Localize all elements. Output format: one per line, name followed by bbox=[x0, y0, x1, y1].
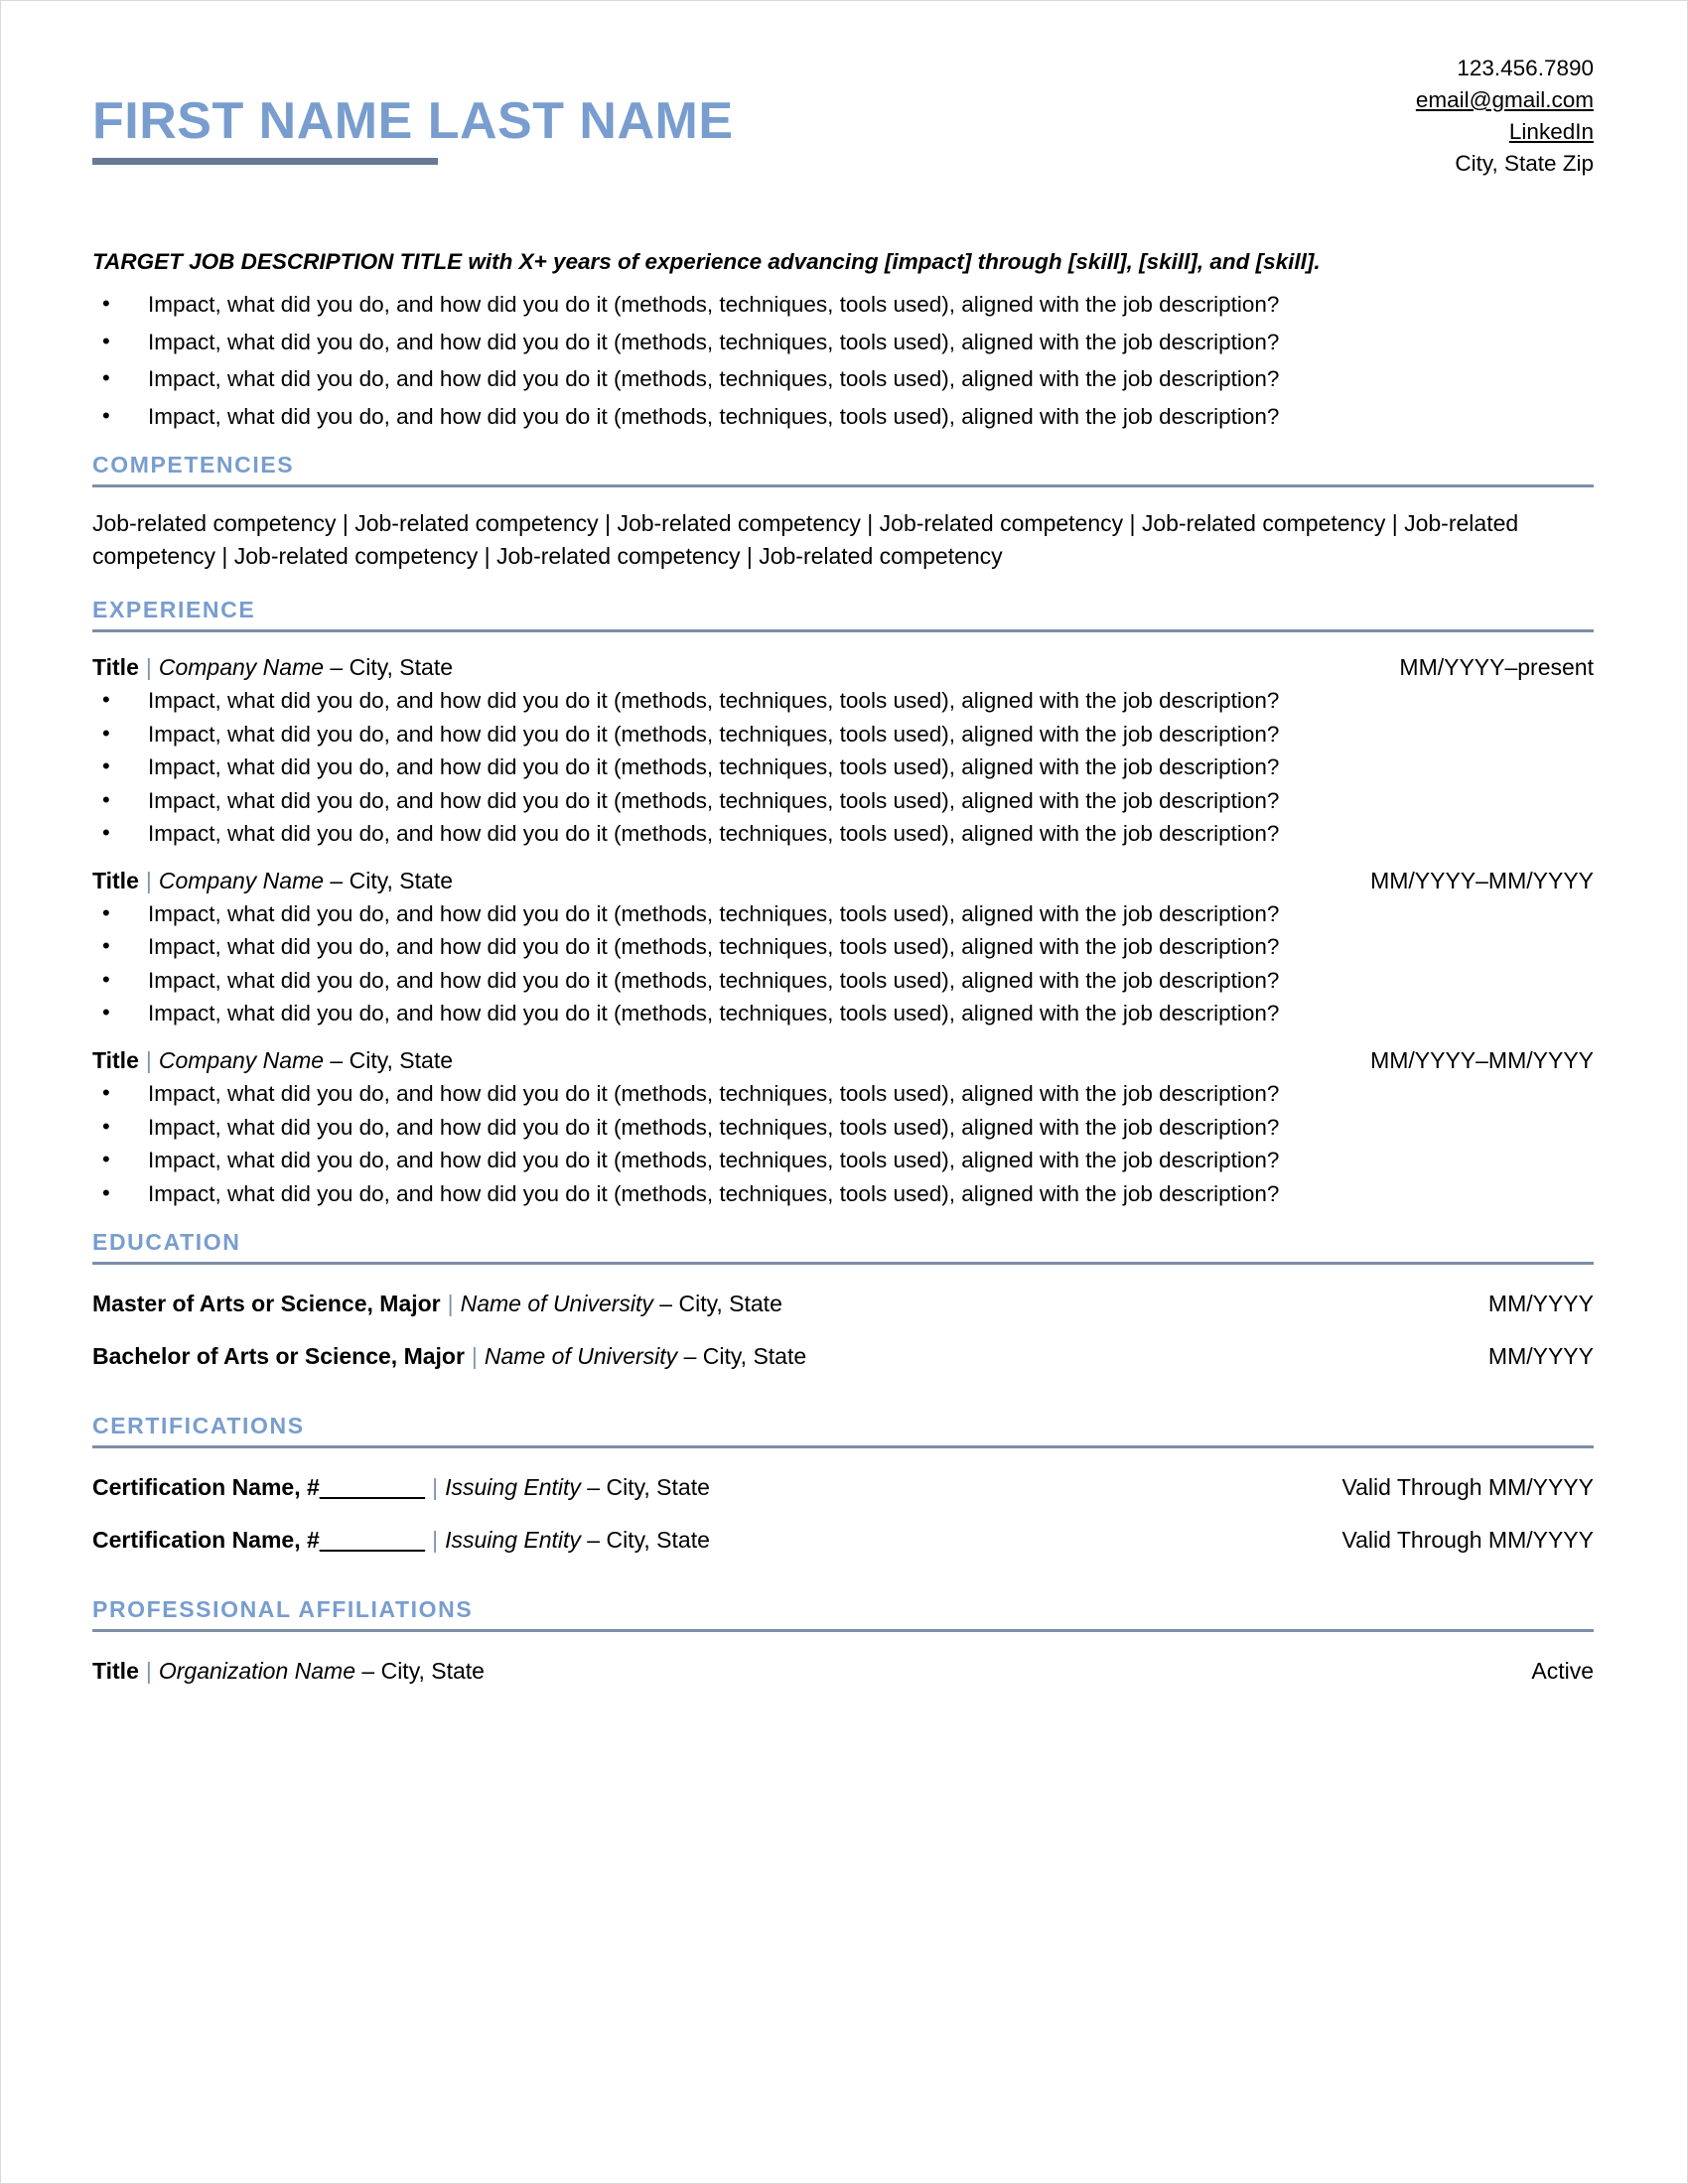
list-item: • Impact, what did you do, and how did you do it (methods, techniques, tools used), aligned with the job description? bbox=[92, 1003, 1594, 1025]
degree-name: Bachelor of Arts or Science, Major bbox=[92, 1342, 465, 1369]
job-location: – City, State bbox=[324, 867, 454, 893]
organization-location: – City, State bbox=[355, 1658, 485, 1685]
company-name: Company Name bbox=[158, 653, 325, 680]
experience-entry-header bbox=[92, 1047, 1594, 1073]
university-name: Name of University bbox=[484, 1342, 678, 1369]
separator-pipe: | bbox=[432, 1526, 439, 1553]
job-title: Title bbox=[92, 1046, 139, 1073]
separator-pipe: | bbox=[471, 1342, 478, 1369]
education-date: MM/YYYY bbox=[1487, 1342, 1594, 1369]
university-name: Name of University bbox=[460, 1291, 653, 1317]
certification-entry bbox=[92, 1527, 1594, 1553]
contact-block bbox=[1416, 53, 1594, 180]
page-title: FIRST NAME LAST NAME bbox=[92, 92, 734, 150]
job-dates: MM/YYYY–present bbox=[1399, 653, 1594, 680]
certification-number-blank: ________ bbox=[319, 1526, 426, 1553]
organization-name: Organization Name bbox=[158, 1658, 356, 1685]
issuer-location: – City, State bbox=[580, 1526, 710, 1553]
job-bullet-list bbox=[92, 900, 1594, 1026]
section-experience bbox=[92, 596, 1594, 1206]
list-item: • Impact, what did you do, and how did you do it (methods, techniques, tools used), aligned with the job description? bbox=[92, 970, 1594, 993]
list-item: • Impact, what did you do, and how did you do it (methods, techniques, tools used), aligned with the job description? bbox=[92, 724, 1594, 747]
list-item: • Impact, what did you do, and how did you do it (methods, techniques, tools used), aligned with the job description? bbox=[92, 936, 1594, 959]
education-entry bbox=[92, 1291, 1594, 1316]
list-item: • Impact, what did you do, and how did you do it (methods, techniques, tools used), aligned with the job description? bbox=[92, 690, 1594, 713]
experience-entry bbox=[92, 654, 1594, 846]
certification-validity: Valid Through MM/YYYY bbox=[1341, 1526, 1594, 1553]
issuing-entity: Issuing Entity bbox=[445, 1474, 581, 1501]
section-education bbox=[92, 1231, 1594, 1369]
section-heading-experience: EXPERIENCE bbox=[92, 596, 256, 622]
issuing-entity: Issuing Entity bbox=[445, 1526, 581, 1553]
section-heading-affiliations: PROFESSIONAL AFFILIATIONS bbox=[92, 1596, 474, 1623]
section-heading-certifications: CERTIFICATIONS bbox=[92, 1413, 305, 1439]
section-rule bbox=[92, 484, 1594, 487]
section-rule bbox=[92, 1629, 1594, 1632]
list-item: • Impact, what did you do, and how did you do it (methods, techniques, tools used), aligned with the job description? bbox=[92, 406, 1594, 429]
section-rule bbox=[92, 1262, 1594, 1265]
education-entry bbox=[92, 1343, 1594, 1369]
company-name: Company Name bbox=[158, 1046, 325, 1073]
job-bullet-list bbox=[92, 690, 1594, 846]
list-item: • Impact, what did you do, and how did you do it (methods, techniques, tools used), aligned with the job description? bbox=[92, 1150, 1594, 1172]
section-rule bbox=[92, 629, 1594, 632]
affiliation-title: Title bbox=[92, 1658, 139, 1685]
name-block bbox=[92, 57, 1594, 165]
section-certifications bbox=[92, 1415, 1594, 1553]
experience-entry-header bbox=[92, 654, 1594, 680]
section-heading-competencies: COMPETENCIES bbox=[92, 452, 295, 478]
experience-entry bbox=[92, 1047, 1594, 1205]
separator-pipe: | bbox=[447, 1291, 454, 1317]
contact-location: City, State Zip bbox=[1455, 150, 1594, 176]
list-item: • Impact, what did you do, and how did you do it (methods, techniques, tools used), aligned with the job description? bbox=[92, 368, 1594, 391]
list-item: • Impact, what did you do, and how did you do it (methods, techniques, tools used), aligned with the job description? bbox=[92, 294, 1594, 317]
competencies-text: Job-related competency | Job-related competency | Job-related competency | Job-related competency | Job-related competency | Job-related competency | Job-related competency | Job-related competency | Job-related competency bbox=[92, 510, 1519, 569]
separator-pipe: | bbox=[432, 1474, 439, 1501]
contact-email-link[interactable]: email@gmail.com bbox=[1415, 86, 1594, 112]
section-rule bbox=[92, 1445, 1594, 1448]
section-competencies bbox=[92, 454, 1594, 572]
job-title: Title bbox=[92, 867, 139, 893]
university-location: – City, State bbox=[677, 1342, 807, 1369]
job-dates: MM/YYYY–MM/YYYY bbox=[1370, 1046, 1594, 1073]
job-location: – City, State bbox=[324, 1046, 454, 1073]
affiliation-entry bbox=[92, 1658, 1594, 1684]
degree-name: Master of Arts or Science, Major bbox=[92, 1291, 441, 1317]
job-dates: MM/YYYY–MM/YYYY bbox=[1370, 867, 1594, 893]
separator-pipe: | bbox=[145, 653, 152, 680]
name-underline-rule bbox=[92, 158, 438, 165]
list-item: • Impact, what did you do, and how did you do it (methods, techniques, tools used), aligned with the job description? bbox=[92, 332, 1594, 354]
separator-pipe: | bbox=[145, 867, 152, 893]
job-bullet-list bbox=[92, 1083, 1594, 1205]
section-heading-education: EDUCATION bbox=[92, 1229, 241, 1256]
separator-pipe: | bbox=[145, 1658, 152, 1685]
list-item: • Impact, what did you do, and how did you do it (methods, techniques, tools used), aligned with the job description? bbox=[92, 1117, 1594, 1140]
list-item: • Impact, what did you do, and how did you do it (methods, techniques, tools used), aligned with the job description? bbox=[92, 1183, 1594, 1206]
certification-entry bbox=[92, 1474, 1594, 1500]
contact-linkedin-link[interactable]: LinkedIn bbox=[1508, 118, 1594, 144]
affiliation-status: Active bbox=[1531, 1658, 1594, 1685]
experience-entry-header bbox=[92, 868, 1594, 893]
list-item: • Impact, what did you do, and how did you do it (methods, techniques, tools used), aligned with the job description? bbox=[92, 790, 1594, 813]
summary-headline: TARGET JOB DESCRIPTION TITLE with X+ years of experience advancing [impact] through [skill], [skill], and [skill]. bbox=[92, 249, 1321, 274]
contact-phone: 123.456.7890 bbox=[1457, 56, 1594, 80]
job-title: Title bbox=[92, 653, 139, 680]
list-item: • Impact, what did you do, and how did you do it (methods, techniques, tools used), aligned with the job description? bbox=[92, 1083, 1594, 1106]
resume-header bbox=[92, 1, 1594, 205]
certification-validity: Valid Through MM/YYYY bbox=[1341, 1474, 1594, 1501]
section-affiliations bbox=[92, 1598, 1594, 1684]
certification-number-blank: ________ bbox=[319, 1474, 426, 1501]
company-name: Company Name bbox=[158, 867, 325, 893]
certification-name: Certification Name, # bbox=[92, 1474, 320, 1501]
summary-bullet-list bbox=[92, 294, 1594, 428]
list-item: • Impact, what did you do, and how did you do it (methods, techniques, tools used), aligned with the job description? bbox=[92, 756, 1594, 779]
list-item: • Impact, what did you do, and how did you do it (methods, techniques, tools used), aligned with the job description? bbox=[92, 823, 1594, 846]
list-item: • Impact, what did you do, and how did you do it (methods, techniques, tools used), aligned with the job description? bbox=[92, 903, 1594, 926]
certification-name: Certification Name, # bbox=[92, 1526, 320, 1553]
university-location: – City, State bbox=[652, 1291, 782, 1317]
job-location: – City, State bbox=[324, 653, 454, 680]
experience-entry bbox=[92, 868, 1594, 1025]
education-date: MM/YYYY bbox=[1487, 1291, 1594, 1317]
separator-pipe: | bbox=[145, 1046, 152, 1073]
issuer-location: – City, State bbox=[580, 1474, 710, 1501]
